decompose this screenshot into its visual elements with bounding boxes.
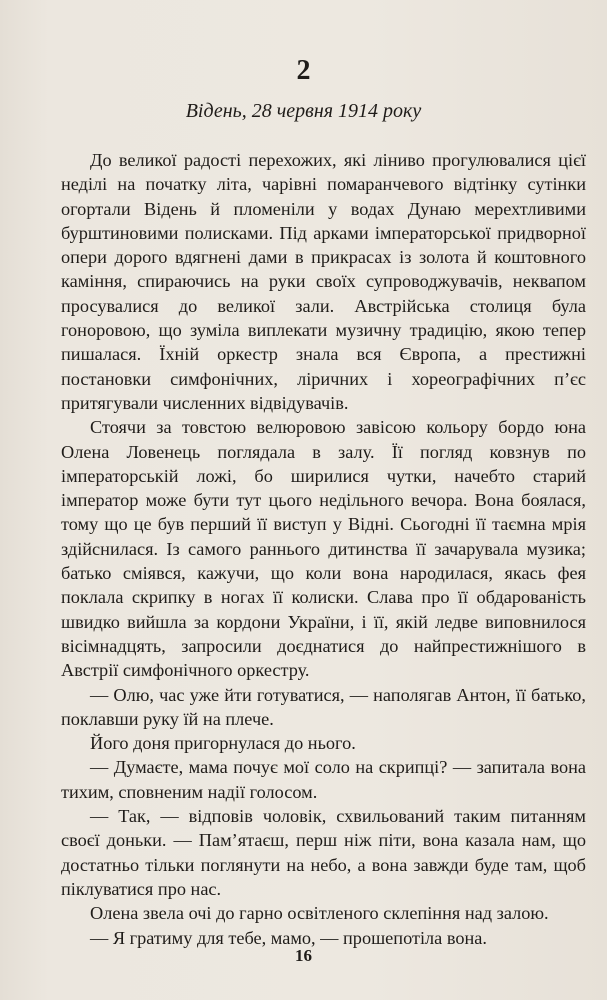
paragraph: — Так, — відповів чоловік, схвильований таким питанням своєї доньки. — Пам’ятаєш, перш ніж піти, вона казала нам, що достатньо тільки поглянути на небо, а вона завжди буде там, щоб піклуватися про нас. xyxy=(61,806,586,899)
chapter-subtitle: Відень, 28 червня 1914 року xyxy=(185,100,422,122)
paragraph: — Я гратиму для тебе, мамо, — прошепотіла вона. xyxy=(90,927,487,948)
paragraph: Його доня пригорнулася до нього. xyxy=(90,733,356,754)
chapter-number: 2 xyxy=(296,55,311,86)
paragraph: — Олю, час уже йти готуватися, — наполягав Антон, її батько, поклавши руку їй на плече. xyxy=(61,684,586,729)
paragraph: До великої радості перехожих, які ліниво прогулювалися цієї неділі на початку літа, чарівні помаранчевого відтінку сутінки огортали Відень й пломеніли у водах Дунаю мерехтливими бурштиновими полисками. Під арками імператорської придворної опери дорого вдягнені дами в прикрасах із золота й коштовного каміння, спираючись на руки своїх супроводжувачів, неквапом просувалися до великої зали. Австрійська столиця була гоноровою, що зуміла виплекати музичну традицію, якою тепер пишалася. Їхній оркестр знала вся Європа, а престижні постановки симфонічних, ліричних і хореографічних п’єс притягували численних відвідувачів. xyxy=(61,150,586,413)
paragraph: Олена звела очі до гарно освітленого склепіння над залою. xyxy=(90,903,549,924)
body-text xyxy=(61,148,586,950)
paragraph: Стоячи за товстою велюровою завісою кольору бордо юна Олена Ловенець поглядала в залу. Її погляд ковзнув по імператорській ложі, бо ширилися чутки, начебто старий імператор може бути тут цього недільного вечора. Вона боялася, тому що це був перший її виступ у Відні. Сьогодні її таємна мрія здійснилася. Із самого раннього дитинства її зачарувала музика; батько сміявся, кажучи, що коли вона народилася, якась фея поклала скрипку в ногах її колиски. Слава про її обдарованість швидко вийшла за кордони України, і її, якій ледве виповнилося вісімнадцять, запросили доєднатися до найпрестижнішого в Австрії симфонічного оркестру. xyxy=(61,417,586,681)
page-number: 16 xyxy=(295,946,312,965)
paragraph: — Думаєте, мама почує мої соло на скрипці? — запитала вона тихим, сповненим надії голосом. xyxy=(61,757,586,802)
